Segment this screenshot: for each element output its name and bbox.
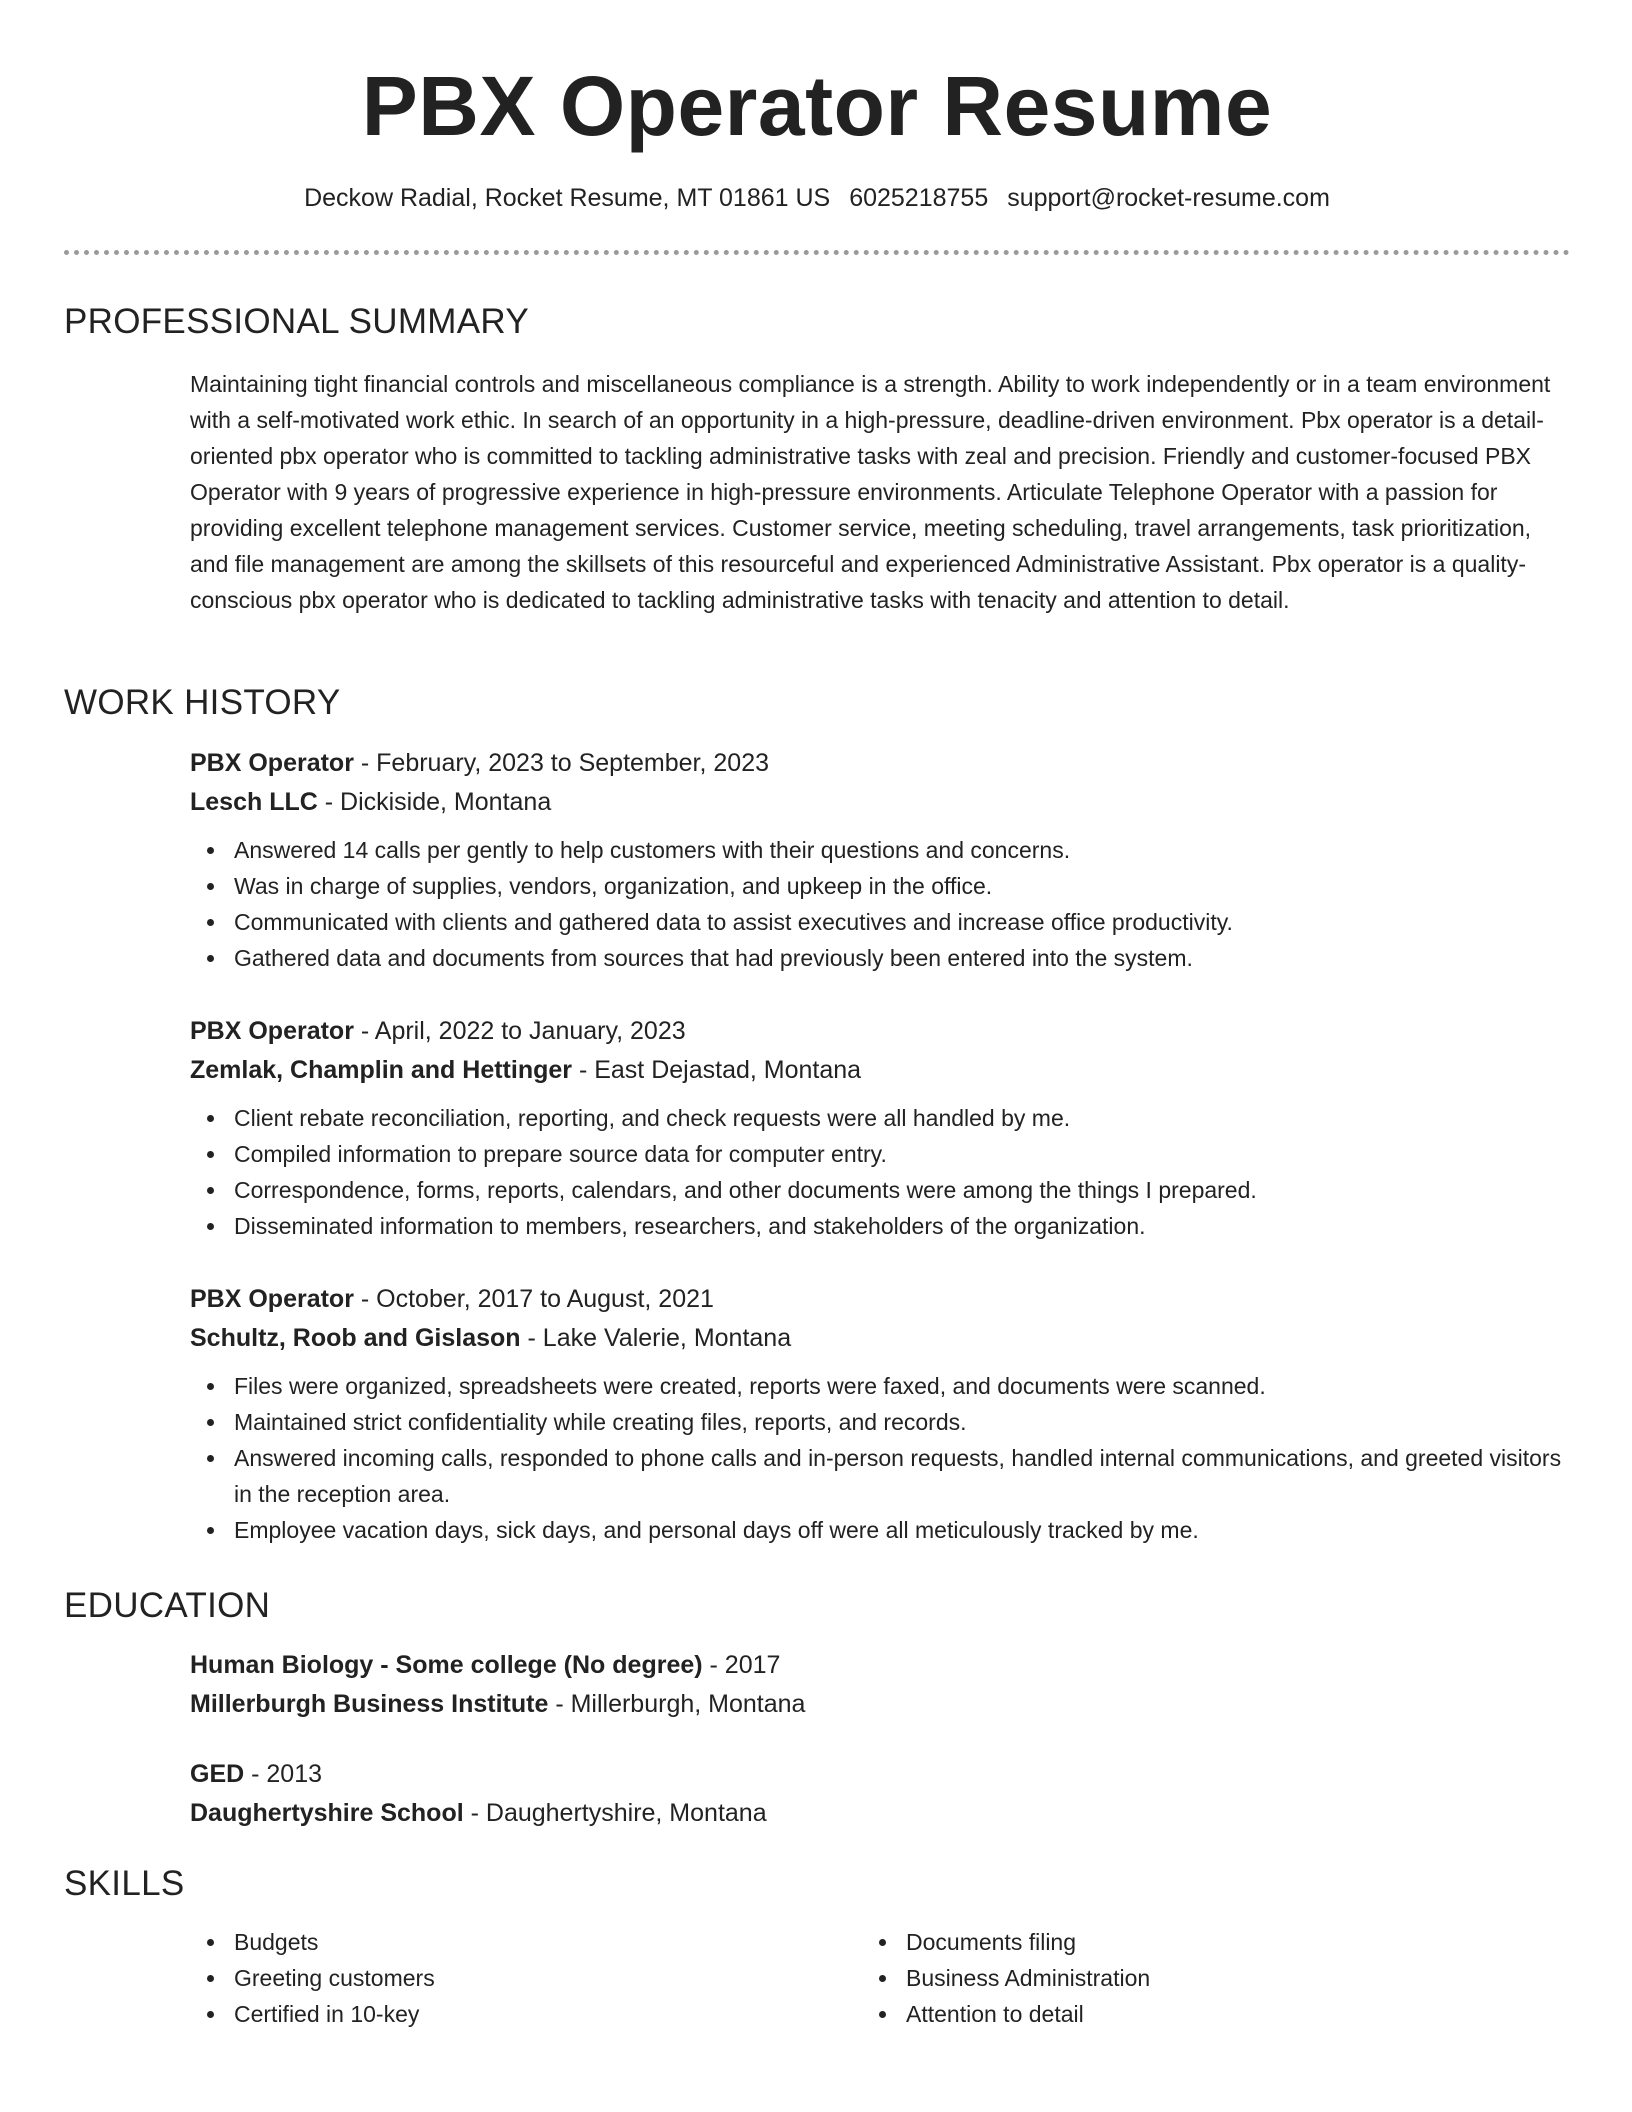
job-dates: - February, 2023 to September, 2023: [353, 749, 770, 777]
job-dates: - April, 2022 to January, 2023: [353, 1017, 686, 1045]
duty-item: Correspondence, forms, reports, calendars, and other documents were among the things I prepared.: [234, 1172, 1570, 1208]
skill-item: Certified in 10-key: [234, 1996, 750, 2032]
school-location: - Millerburgh, Montana: [548, 1690, 806, 1718]
job-company: Schultz, Roob and Gislason: [190, 1324, 521, 1352]
job-location: - Dickiside, Montana: [317, 788, 552, 816]
duty-item: Answered incoming calls, responded to phone calls and in-person requests, handled internal communications, and greeted visitors in the reception area.: [234, 1440, 1570, 1512]
skills-heading: SKILLS: [64, 1864, 185, 1903]
job-title-line: [190, 744, 1570, 783]
skill-item: Documents filing: [906, 1924, 1422, 1960]
duty-item: Compiled information to prepare source data for computer entry.: [234, 1136, 1570, 1172]
contact-email[interactable]: support@rocket-resume.com: [1007, 184, 1330, 212]
job-duties: [190, 832, 1570, 976]
job-entry: [190, 1012, 1570, 1244]
job-location: - Lake Valerie, Montana: [520, 1324, 792, 1352]
duty-item: Client rebate reconciliation, reporting, and check requests were all handled by me.: [234, 1100, 1570, 1136]
degree-year: - 2013: [244, 1760, 323, 1788]
duty-item: Files were organized, spreadsheets were created, reports were faxed, and documents were scanned.: [234, 1368, 1570, 1404]
skills-list: [862, 1924, 1422, 2032]
degree-line: [190, 1646, 1570, 1685]
work-history-heading: WORK HISTORY: [64, 683, 341, 722]
job-dates: - October, 2017 to August, 2021: [353, 1285, 714, 1313]
school: Millerburgh Business Institute: [190, 1690, 549, 1718]
degree-year: - 2017: [702, 1651, 781, 1679]
job-company: Zemlak, Champlin and Hettinger: [190, 1056, 573, 1084]
summary-section: [190, 366, 1570, 618]
school-line: [190, 1794, 1570, 1833]
education-heading: EDUCATION: [64, 1586, 271, 1625]
duty-item: Answered 14 calls per gently to help customers with their questions and concerns.: [234, 832, 1570, 868]
job-duties: [190, 1368, 1570, 1548]
school: Daughertyshire School: [190, 1799, 464, 1827]
job-title: PBX Operator: [190, 749, 354, 777]
job-company-line: [190, 1319, 1570, 1358]
job-title: PBX Operator: [190, 1017, 354, 1045]
skills-section: [190, 1924, 1570, 2044]
skill-item: Greeting customers: [234, 1960, 750, 1996]
skill-item: Attention to detail: [906, 1996, 1422, 2032]
duty-item: Maintained strict confidentiality while creating files, reports, and records.: [234, 1404, 1570, 1440]
school-location: - Daughertyshire, Montana: [463, 1799, 767, 1827]
job-company: Lesch LLC: [190, 788, 318, 816]
job-entry: [190, 744, 1570, 976]
duty-item: Communicated with clients and gathered data to assist executives and increase office productivity.: [234, 904, 1570, 940]
contact-line: [64, 180, 1570, 216]
degree: GED: [190, 1760, 245, 1788]
degree-line: [190, 1755, 1570, 1794]
duty-item: Was in charge of supplies, vendors, organization, and upkeep in the office.: [234, 868, 1570, 904]
skill-item: Budgets: [234, 1924, 750, 1960]
header-divider: [64, 250, 1570, 255]
job-duties: [190, 1100, 1570, 1244]
job-company-line: [190, 783, 1570, 822]
education-entry: [190, 1646, 1570, 1724]
job-company-line: [190, 1051, 1570, 1090]
contact-phone[interactable]: 6025218755: [849, 184, 989, 212]
skills-column-right: [862, 1924, 1422, 2032]
duty-item: Disseminated information to members, researchers, and stakeholders of the organization.: [234, 1208, 1570, 1244]
job-location: - East Dejastad, Montana: [572, 1056, 862, 1084]
summary-text: Maintaining tight financial controls and miscellaneous compliance is a strength. Ability to work independently or in a team environment with a self-motivated work ethic. In search of an opportunity in a high-pressure, deadline-driven environment. Pbx operator is a detail-oriented pbx operator who is committed to tackling administrative tasks with zeal and precision. Friendly and customer-focused PBX Operator with 9 years of progressive experience in high-pressure environments. Articulate Telephone Operator with a passion for providing excellent telephone management services. Customer service, meeting scheduling, travel arrangements, task prioritization, and file management are among the skillsets of this resourceful and experienced Administrative Assistant. Pbx operator is a quality-conscious pbx operator who is dedicated to tackling administrative tasks with tenacity and attention to detail.: [190, 371, 1551, 613]
skills-list: [190, 1924, 750, 2032]
contact-address: Deckow Radial, Rocket Resume, MT 01861 US: [304, 184, 831, 212]
summary-heading: PROFESSIONAL SUMMARY: [64, 302, 529, 341]
skills-column-left: [190, 1924, 750, 2032]
duty-item: Employee vacation days, sick days, and personal days off were all meticulously tracked by me.: [234, 1512, 1570, 1548]
school-line: [190, 1685, 1570, 1724]
education-entry: [190, 1755, 1570, 1833]
duty-item: Gathered data and documents from sources that had previously been entered into the system.: [234, 940, 1570, 976]
job-title-line: [190, 1280, 1570, 1319]
job-title: PBX Operator: [190, 1285, 354, 1313]
job-title-line: [190, 1012, 1570, 1051]
job-entry: [190, 1280, 1570, 1548]
degree: Human Biology - Some college (No degree): [190, 1651, 703, 1679]
skill-item: Business Administration: [906, 1960, 1422, 1996]
resume-title: PBX Operator Resume: [361, 59, 1273, 153]
